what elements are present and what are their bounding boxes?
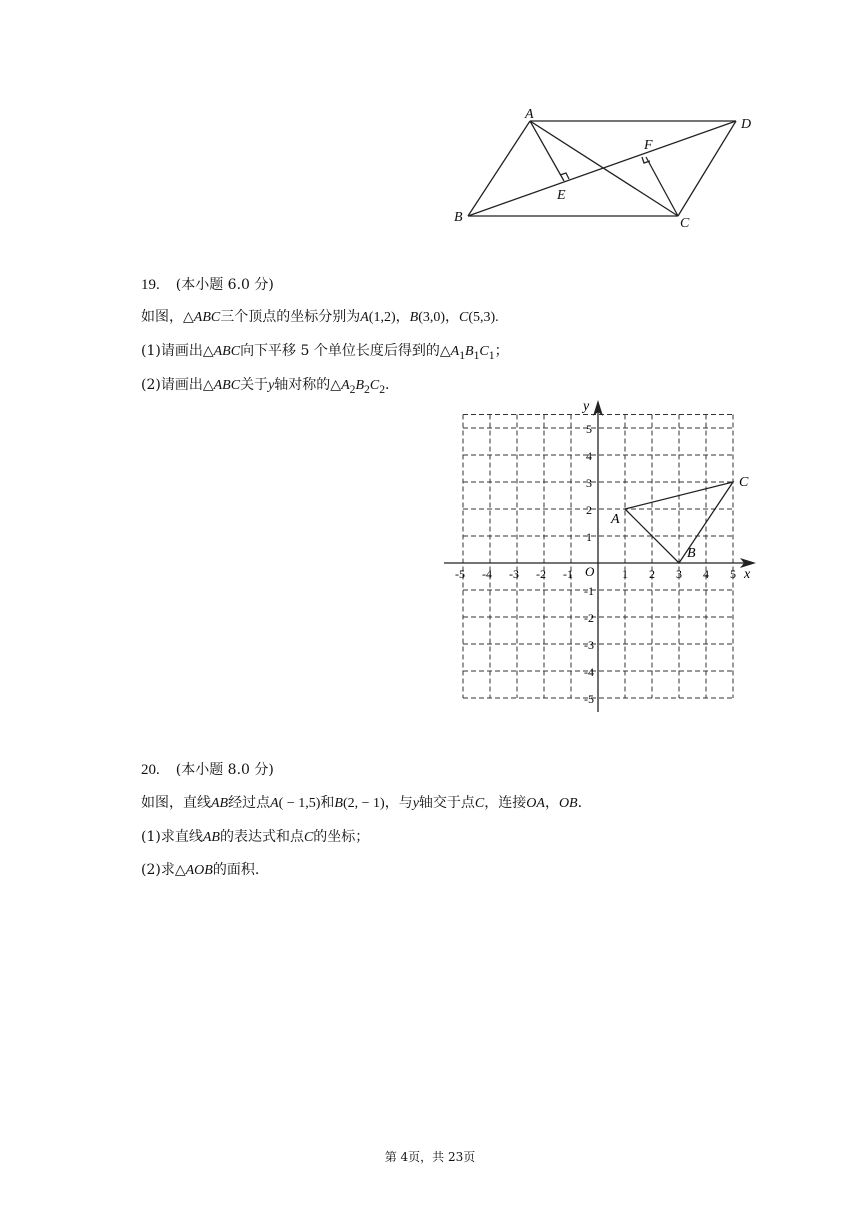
text: ，连接	[484, 795, 527, 811]
point-label-a: A	[611, 512, 620, 527]
segment-ac	[530, 121, 678, 216]
math: ABC	[193, 310, 221, 325]
math: A	[270, 796, 279, 811]
math: (1,2)，	[368, 310, 410, 325]
y-tick-label: 3	[586, 476, 592, 490]
segment-ae	[530, 121, 564, 181]
q20-points: (本小题 8.0 分)	[175, 762, 274, 778]
x-tick-label: -1	[563, 567, 573, 581]
math: ABC	[213, 344, 241, 359]
segment-dc	[678, 121, 736, 216]
y-tick-label: -3	[584, 638, 594, 652]
text: 向下平移 5 个单位长度后得到的△	[240, 343, 451, 359]
segment-cf	[646, 157, 678, 216]
y-axis-label: y	[583, 399, 590, 414]
x-tick-label: -5	[455, 567, 465, 581]
math: y	[268, 378, 275, 393]
q19-part2	[141, 374, 389, 396]
origin-label: O	[585, 564, 595, 579]
math: C	[459, 310, 469, 325]
text: ；	[494, 343, 509, 359]
x-tick-label: 5	[730, 567, 736, 581]
math: B	[465, 344, 474, 359]
math: B	[409, 310, 419, 325]
q20-stem	[141, 792, 582, 812]
x-tick-label: -3	[509, 567, 519, 581]
math: A	[360, 310, 369, 325]
label-b: B	[454, 210, 463, 225]
math: A	[450, 344, 460, 359]
math: AB	[202, 830, 220, 845]
parallelogram-figure	[440, 100, 770, 240]
subscript: 2	[379, 382, 386, 396]
text: (1)求直线	[141, 829, 203, 845]
math: B	[355, 378, 365, 393]
math: C	[303, 830, 314, 845]
y-tick-label: -1	[584, 584, 594, 598]
y-tick-label: -2	[584, 611, 594, 625]
segment-ab	[468, 121, 530, 216]
text: 经过点	[228, 795, 271, 811]
math: C	[474, 796, 485, 811]
y-tick-label: 5	[586, 422, 592, 436]
math: (3,0)，	[418, 310, 460, 325]
text: .	[385, 377, 390, 393]
q19-stem	[141, 306, 499, 326]
x-tick-label: -4	[482, 567, 492, 581]
math: OB	[558, 796, 578, 811]
text: 如图，直线	[141, 795, 211, 811]
q19-number: 19.	[141, 277, 160, 293]
coordinate-grid-figure	[430, 392, 770, 722]
y-tick-label: 1	[586, 530, 592, 544]
q19-points: (本小题 6.0 分)	[175, 277, 274, 293]
x-tick-label: 3	[676, 567, 682, 581]
y-tick-label: -5	[584, 692, 594, 706]
x-axis-label: x	[744, 567, 751, 582]
text: 轴对称的△	[274, 377, 342, 393]
label-f: F	[644, 138, 653, 153]
y-tick-label: -4	[584, 665, 594, 679]
math: B	[334, 796, 343, 811]
text: (2)求△	[141, 862, 186, 878]
subscript: 2	[349, 382, 356, 396]
text: ，	[544, 795, 559, 811]
q20-header	[141, 759, 274, 779]
math: C	[369, 378, 380, 393]
math: y	[412, 796, 419, 811]
q20-number: 20.	[141, 762, 160, 778]
math: A	[341, 378, 350, 393]
subscript: 1	[459, 348, 466, 362]
text: (1)请画出△	[141, 343, 214, 359]
text: 的坐标；	[313, 829, 370, 845]
q19-header	[141, 274, 274, 294]
math: ( − 1,5)和	[278, 796, 335, 811]
math: AB	[211, 796, 229, 811]
label-c: C	[680, 216, 690, 231]
label-d: D	[741, 117, 752, 132]
math: OA	[526, 796, 545, 811]
x-tick-label: -2	[536, 567, 546, 581]
text: 的表达式和点	[219, 829, 304, 845]
text: 三个顶点的坐标分别为	[220, 309, 361, 325]
text: .	[577, 795, 583, 811]
subscript: 1	[473, 348, 480, 362]
math: AOB	[185, 863, 213, 878]
label-e: E	[557, 188, 566, 203]
text: 关于	[240, 377, 269, 393]
segment-bd	[468, 121, 736, 216]
q19-part1	[141, 340, 509, 362]
y-tick-label: 2	[586, 503, 592, 517]
q20-part2	[141, 859, 259, 879]
text: 的面积.	[212, 862, 260, 878]
x-tick-label: 1	[622, 567, 628, 581]
tick-labels	[455, 422, 736, 706]
page-footer: 第 4页，共 23页	[384, 1150, 476, 1164]
text: (2)请画出△	[141, 377, 214, 393]
x-tick-label: 4	[703, 567, 709, 581]
point-label-b: B	[687, 546, 696, 561]
subscript: 1	[488, 348, 495, 362]
label-a: A	[525, 107, 534, 122]
x-tick-label: 2	[649, 567, 655, 581]
math: (2, − 1)，与	[342, 796, 413, 811]
point-label-c: C	[739, 475, 749, 490]
y-tick-label: 4	[586, 449, 592, 463]
q20-part1	[141, 826, 369, 846]
math: ABC	[213, 378, 241, 393]
math: (5,3).	[468, 310, 499, 325]
math: C	[479, 344, 489, 359]
text: 轴交于点	[418, 795, 475, 811]
text: 如图，△	[141, 309, 194, 325]
subscript: 2	[364, 382, 370, 396]
axes	[444, 399, 756, 712]
